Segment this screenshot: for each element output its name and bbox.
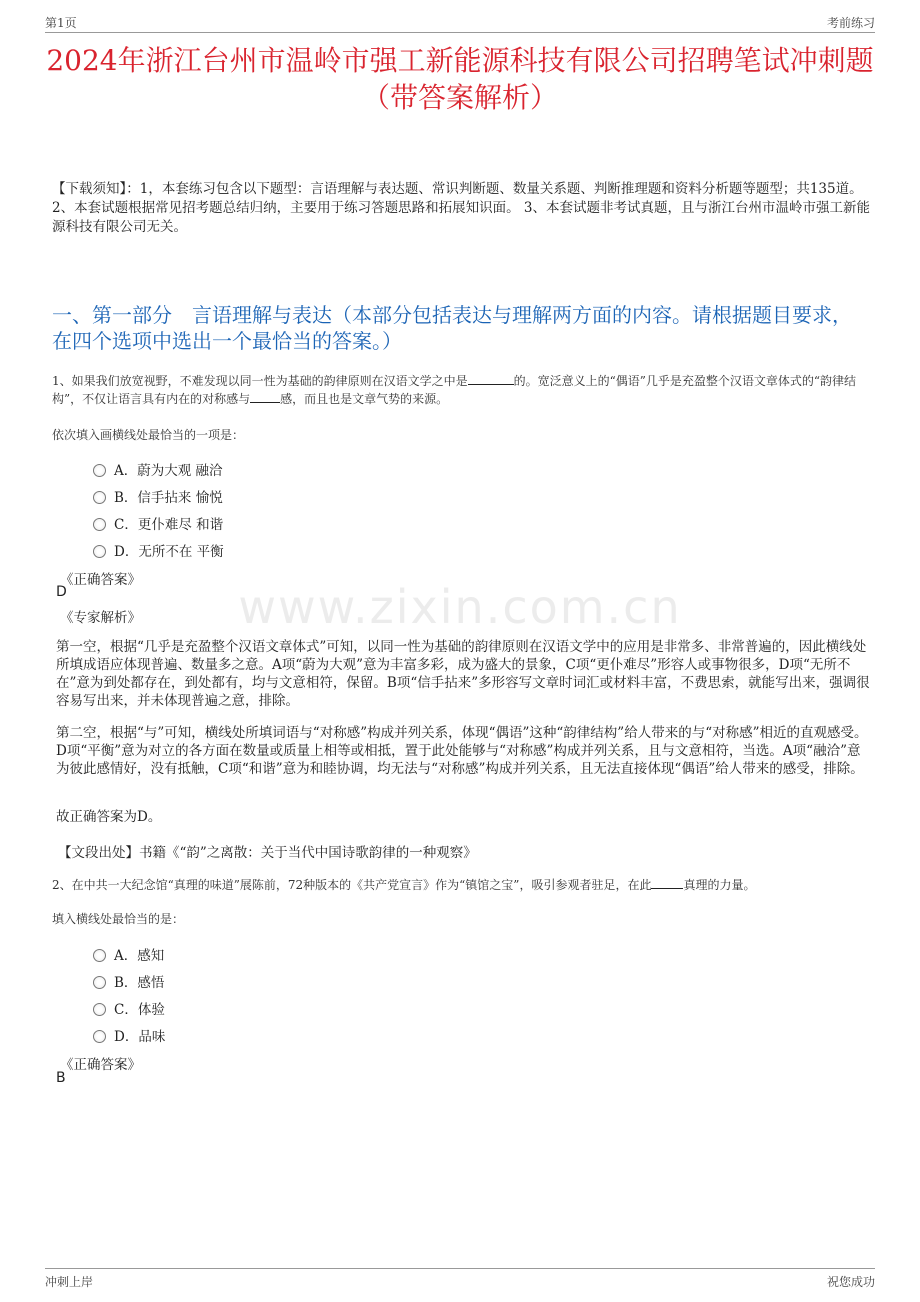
blank-line xyxy=(250,390,280,403)
section-heading: 一、第一部分 言语理解与表达（本部分包括表达与理解两方面的内容。请根据题目要求，在四个选项中选出一个最恰当的答案。） xyxy=(52,303,852,353)
page-footer xyxy=(45,1268,875,1295)
radio-icon[interactable] xyxy=(93,1030,106,1043)
answer-label: 《正确答案》 xyxy=(60,572,141,588)
option-c[interactable]: C．体验 xyxy=(93,998,165,1018)
page-number: 第1页 xyxy=(45,16,77,30)
option-a[interactable]: A．感知 xyxy=(93,944,164,964)
document-title: 2024年浙江台州市温岭市强工新能源科技有限公司招聘笔试冲刺题（带答案解析） xyxy=(46,44,874,114)
header-tag: 考前练习 xyxy=(826,16,875,30)
footer-left: 冲刺上岸 xyxy=(45,1275,94,1289)
radio-icon[interactable] xyxy=(93,1003,106,1016)
analysis-label: 《专家解析》 xyxy=(60,610,141,626)
radio-icon[interactable] xyxy=(93,545,106,558)
question-1-stem: 1、如果我们放宽视野，不难发现以同一性为基础的韵律原则在汉语文学之中是 的。宽泛意义上的“偶语”几乎是充盈整个汉语文章体式的“韵律结构”，不仅让语言具有内在的对称感与 感，而且也是文章气势的来源。 xyxy=(52,374,857,406)
source-citation: 【文段出处】书籍《“韵”之离散：关于当代中国诗歌韵律的一种观察》 xyxy=(58,845,477,861)
radio-icon[interactable] xyxy=(93,491,106,504)
answer-value: D xyxy=(56,584,67,600)
analysis-conclusion: 故正确答案为D。 xyxy=(56,809,162,825)
watermark: www.zixin.com.cn xyxy=(238,580,682,634)
radio-icon[interactable] xyxy=(93,464,106,477)
option-c[interactable]: C．更仆难尽 和谐 xyxy=(93,513,223,533)
radio-icon[interactable] xyxy=(93,949,106,962)
option-a[interactable]: A．蔚为大观 融洽 xyxy=(93,459,223,479)
page-header xyxy=(45,8,875,33)
answer-label: 《正确答案》 xyxy=(60,1057,141,1073)
option-b[interactable]: B．信手拈来 愉悦 xyxy=(93,486,223,506)
radio-icon[interactable] xyxy=(93,518,106,531)
blank-line xyxy=(651,876,683,889)
option-d[interactable]: D．无所不在 平衡 xyxy=(93,540,224,560)
radio-icon[interactable] xyxy=(93,976,106,989)
analysis-paragraph-2: 第二空，根据“与”可知，横线处所填词语与“对称感”构成并列关系，体现“偶语”这种“韵律结构”给人带来的与“对称感”相近的直观感受。D项“平衡”意为对立的各方面在数量或质量上相等或相抵，置于此处能够与“对称感”构成并列关系，且与文意相符，当选。A项“融洽”意为彼此感情好，没有抵触，C项“和谐”意为和睦协调，均无法与“对称感”构成并列关系，且无法直接体现“偶语”给人带来的感受，排除。 xyxy=(56,725,868,777)
question-2-instruction: 填入横线处最恰当的是： xyxy=(52,912,185,926)
question-2-stem: 2、在中共一大纪念馆“真理的味道”展陈前，72种版本的《共产党宣言》作为“镇馆之宝”，吸引参观者驻足，在此 真理的力量。 xyxy=(52,878,756,892)
answer-value: B xyxy=(56,1070,66,1086)
analysis-paragraph-1: 第一空，根据“几乎是充盈整个汉语文章体式”可知，以同一性为基础的韵律原则在汉语文学中的应用是非常多、非常普遍的，因此横线处所填成语应体现普遍、数量多之意。A项“蔚为大观”意为丰富多彩，成为盛大的景象，C项“更仆难尽”形容人或事物很多，D项“无所不在”意为到处都存在，到处都有，均与文意相符，保留。B项“信手拈来”多形容写文章时词汇或材料丰富，不费思索，就能写出来，强调很容易写出来，并未体现普遍之意，排除。 xyxy=(56,639,870,709)
blank-line xyxy=(468,372,514,385)
footer-right: 祝您成功 xyxy=(826,1275,875,1289)
download-notice: 【下载须知】：1，本套练习包含以下题型：言语理解与表达题、常识判断题、数量关系题、判断推理题和资料分析题等题型；共135道。 2、本套试题根据常见招考题总结归纳，主要用于练习答题思路和拓展知识面。 3、本套试题非考试真题，且与浙江台州市温岭市强工新能源科技有限公司无关。 xyxy=(52,181,870,235)
option-b[interactable]: B．感悟 xyxy=(93,971,164,991)
question-1-instruction: 依次填入画横线处最恰当的一项是： xyxy=(52,428,245,442)
option-d[interactable]: D．品味 xyxy=(93,1025,165,1045)
